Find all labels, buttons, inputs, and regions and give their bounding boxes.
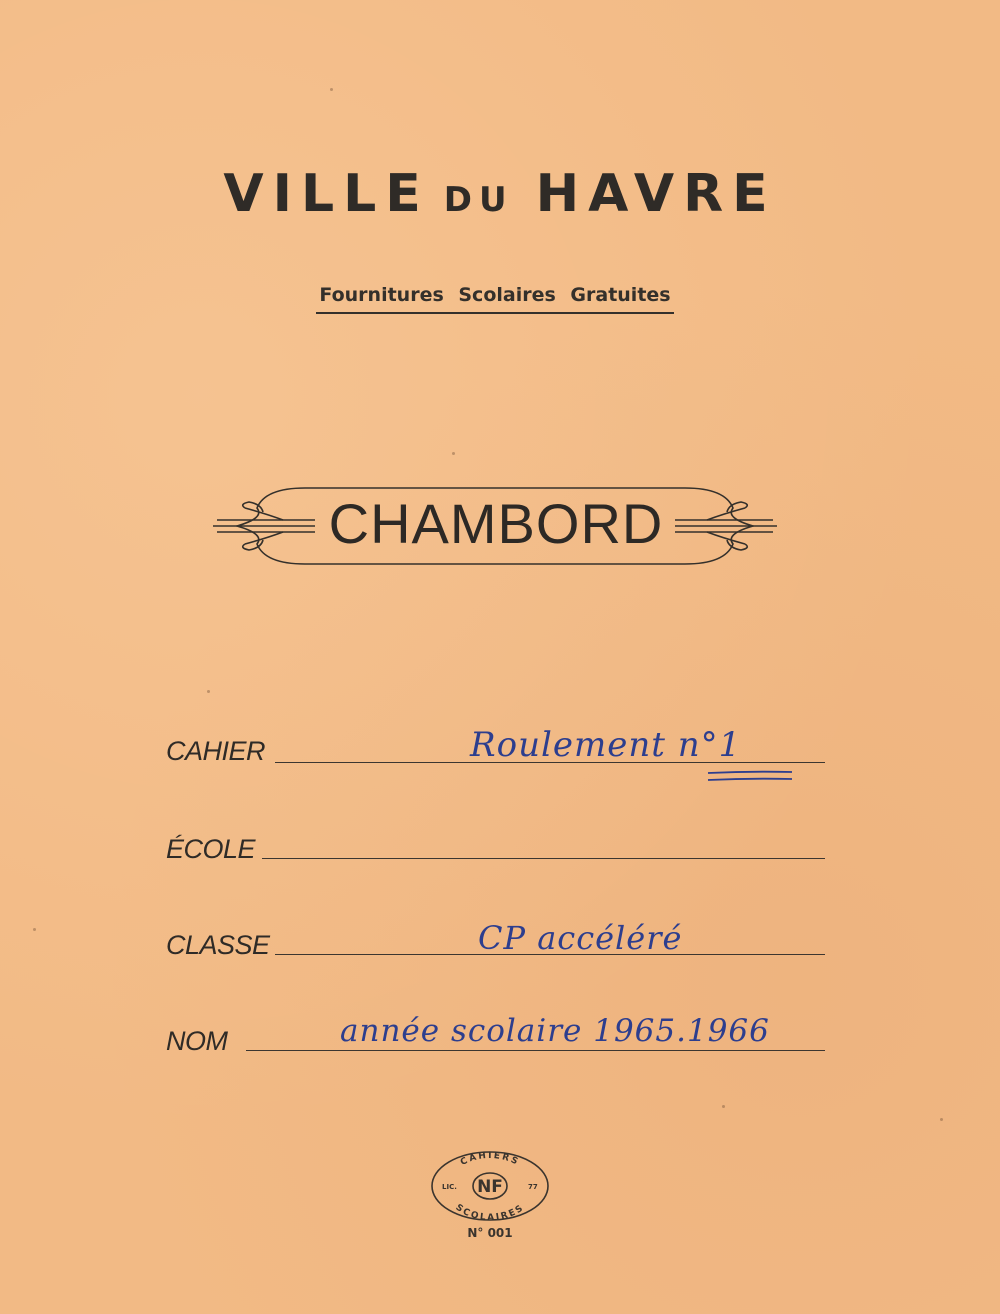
handwriting-classe: CP accéléré bbox=[478, 919, 683, 957]
nf-cahiers-scolaires-logo bbox=[428, 1148, 552, 1224]
handwritten-underline bbox=[706, 770, 796, 784]
handwriting-cahier: Roulement n°1 bbox=[470, 725, 742, 765]
stamp-top-text: CAHIERS bbox=[459, 1150, 521, 1168]
subtitle: Fournitures Scolaires Gratuites bbox=[316, 284, 674, 314]
city-title bbox=[0, 164, 1000, 224]
handwriting-nom: année scolaire 1965.1966 bbox=[340, 1013, 770, 1049]
paper-speck bbox=[33, 928, 36, 931]
serial-number: N° 001 bbox=[467, 1226, 513, 1240]
brand-name: CHAMBORD bbox=[328, 492, 664, 555]
field-label-ecole: ÉCOLE bbox=[166, 834, 256, 864]
field-label-classe: CLASSE bbox=[166, 930, 270, 960]
stamp-right-text: 77 bbox=[528, 1183, 538, 1191]
paper-speck bbox=[452, 452, 455, 455]
field-label-cahier: CAHIER bbox=[166, 736, 266, 766]
stamp-center-text: NF bbox=[477, 1177, 503, 1197]
field-line-ecole bbox=[262, 858, 825, 859]
field-line-nom bbox=[246, 1050, 825, 1051]
svg-text:CAHIERS bbox=[459, 1151, 521, 1168]
city-title-ville: VILLE bbox=[223, 164, 430, 224]
city-title-du: DU bbox=[443, 180, 514, 220]
field-label-nom: NOM bbox=[166, 1026, 228, 1056]
paper-speck bbox=[330, 88, 333, 91]
stamp-bottom-text: SCOLAIRES bbox=[453, 1202, 527, 1224]
city-title-havre: HAVRE bbox=[535, 164, 777, 224]
paper-speck bbox=[940, 1118, 943, 1121]
paper-speck bbox=[722, 1105, 725, 1108]
svg-text:SCOLAIRES bbox=[454, 1203, 527, 1223]
paper-speck bbox=[207, 690, 210, 693]
stamp-left-text: LIC. bbox=[442, 1183, 457, 1191]
